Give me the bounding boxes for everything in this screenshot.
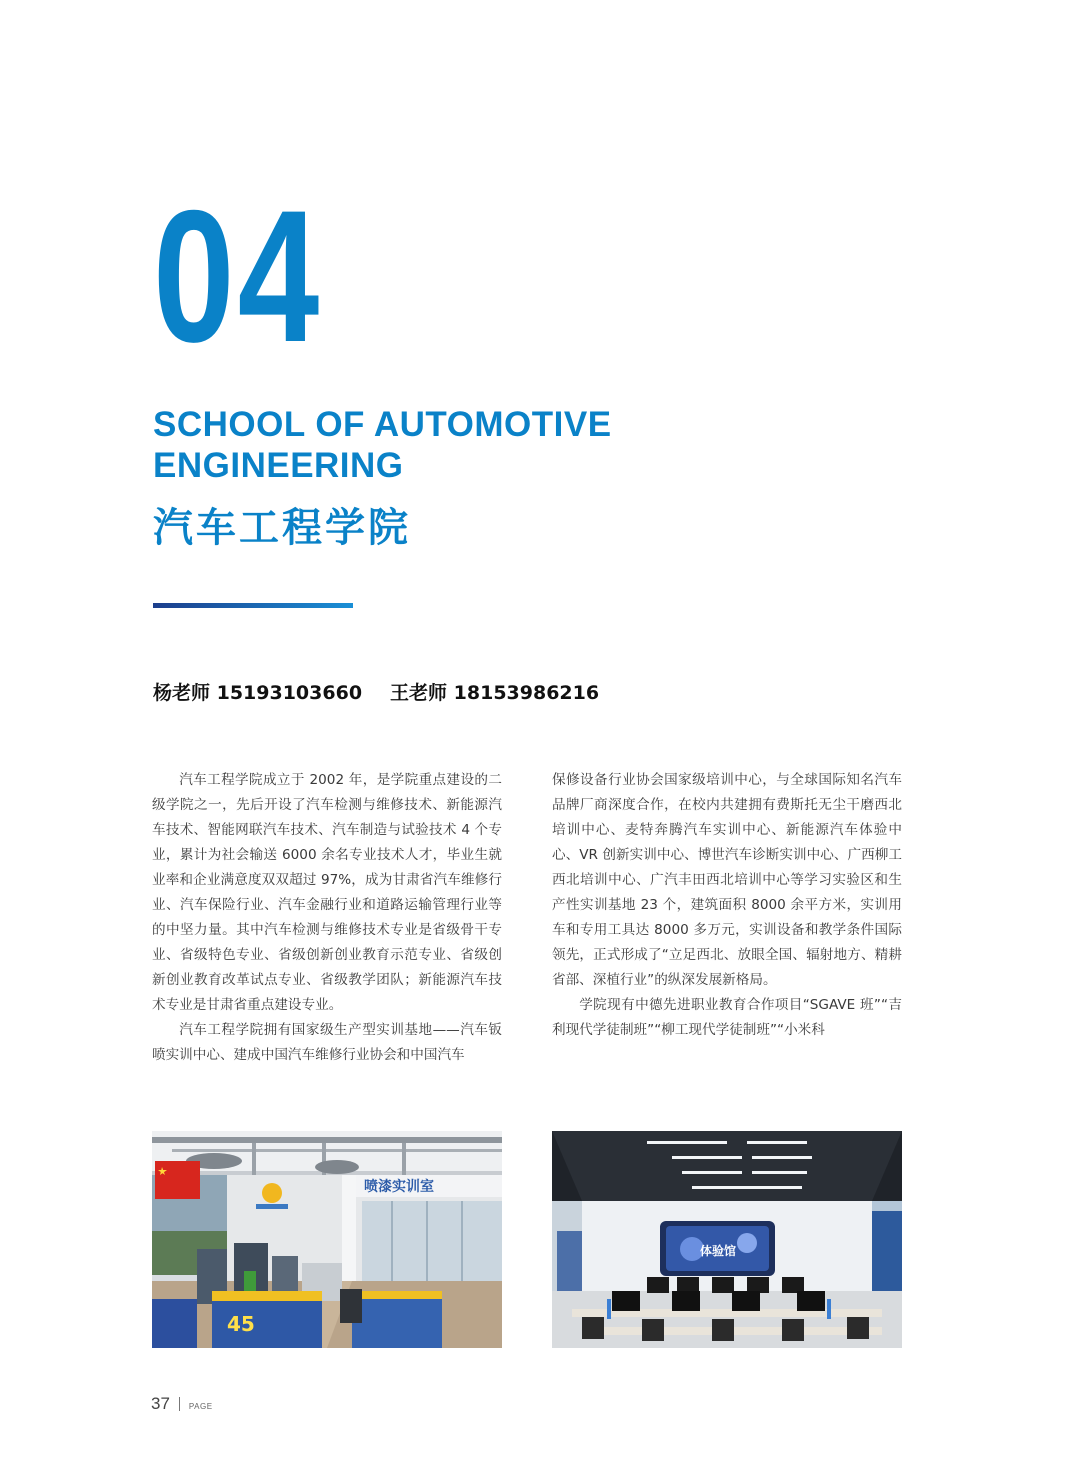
contact-teacher-wang: 王老师 18153986216 [390, 682, 600, 704]
body-column-right [552, 768, 902, 1043]
paint-workshop-illustration [152, 1131, 502, 1348]
experience-center-illustration [552, 1131, 902, 1348]
page-label: PAGE [188, 1401, 213, 1411]
chapter-title-cn: 汽车工程学院 [153, 505, 411, 551]
paint-workshop-sign: 喷漆实训室 [364, 1179, 434, 1195]
page-number: 37 [151, 1394, 170, 1413]
body-column-left [152, 768, 502, 1068]
body-paragraph: 学院现有中德先进职业教育合作项目“SGAVE 班”“吉利现代学徒制班”“柳工现代学徒制班”“小米科 [552, 997, 902, 1038]
chapter-number: 04 [153, 171, 323, 381]
photo-paint-workshop [152, 1131, 502, 1348]
experience-hall-sign: 体验馆 [700, 1244, 737, 1258]
body-paragraph: 保修设备行业协会国家级培训中心，与全球国际知名汽车品牌厂商深度合作，在校内共建拥有费斯托无尘干磨西北培训中心、麦特奔腾汽车实训中心、新能源汽车体验中心、VR 创新实训中心、博世汽车诊断实训中心、广西柳工西北培训中心、广汽丰田西北培训中心等学习实验区和生产性实训基地 23 个，建筑面积 8000 余平方米，实训用车和专用工具达 8000 多万元，实训设备和教学条件国际领先，正式形成了“立足西北、放眼全国、辐射地方、精耕省部、深植行业”的纵深发展新格局。 [552, 772, 902, 988]
photo-experience-center [552, 1131, 902, 1348]
contact-teacher-yang: 杨老师 15193103660 [153, 682, 363, 704]
page-footer [151, 1394, 213, 1414]
body-paragraph: 汽车工程学院拥有国家级生产型实训基地——汽车钣喷实训中心、建成中国汽车维修行业协会和中国汽车 [152, 1022, 502, 1063]
chapter-title-en: SCHOOL OF AUTOMOTIVE ENGINEERING [153, 405, 612, 485]
body-paragraph: 汽车工程学院成立于 2002 年，是学院重点建设的二级学院之一，先后开设了汽车检测与维修技术、新能源汽车技术、智能网联汽车技术、汽车制造与试验技术 4 个专业，累计为社会输送 6000 余名专业技术人才，毕业生就业率和企业满意度双双超过 97%，成为甘肃省汽车维修行业、汽车保险行业、汽车金融行业和道路运输管理行业等的中坚力量。其中汽车检测与维修技术专业是省级骨干专业、省级特色专业、省级创新创业教育示范专业、省级创新创业教育改革试点专业、省级教学团队；新能源汽车技术专业是甘肃省重点建设专业。 [152, 772, 502, 1013]
contact-list [153, 678, 599, 705]
title-underline [153, 603, 353, 608]
competition-banner-number: 45 [227, 1312, 255, 1336]
footer-divider [179, 1397, 180, 1411]
